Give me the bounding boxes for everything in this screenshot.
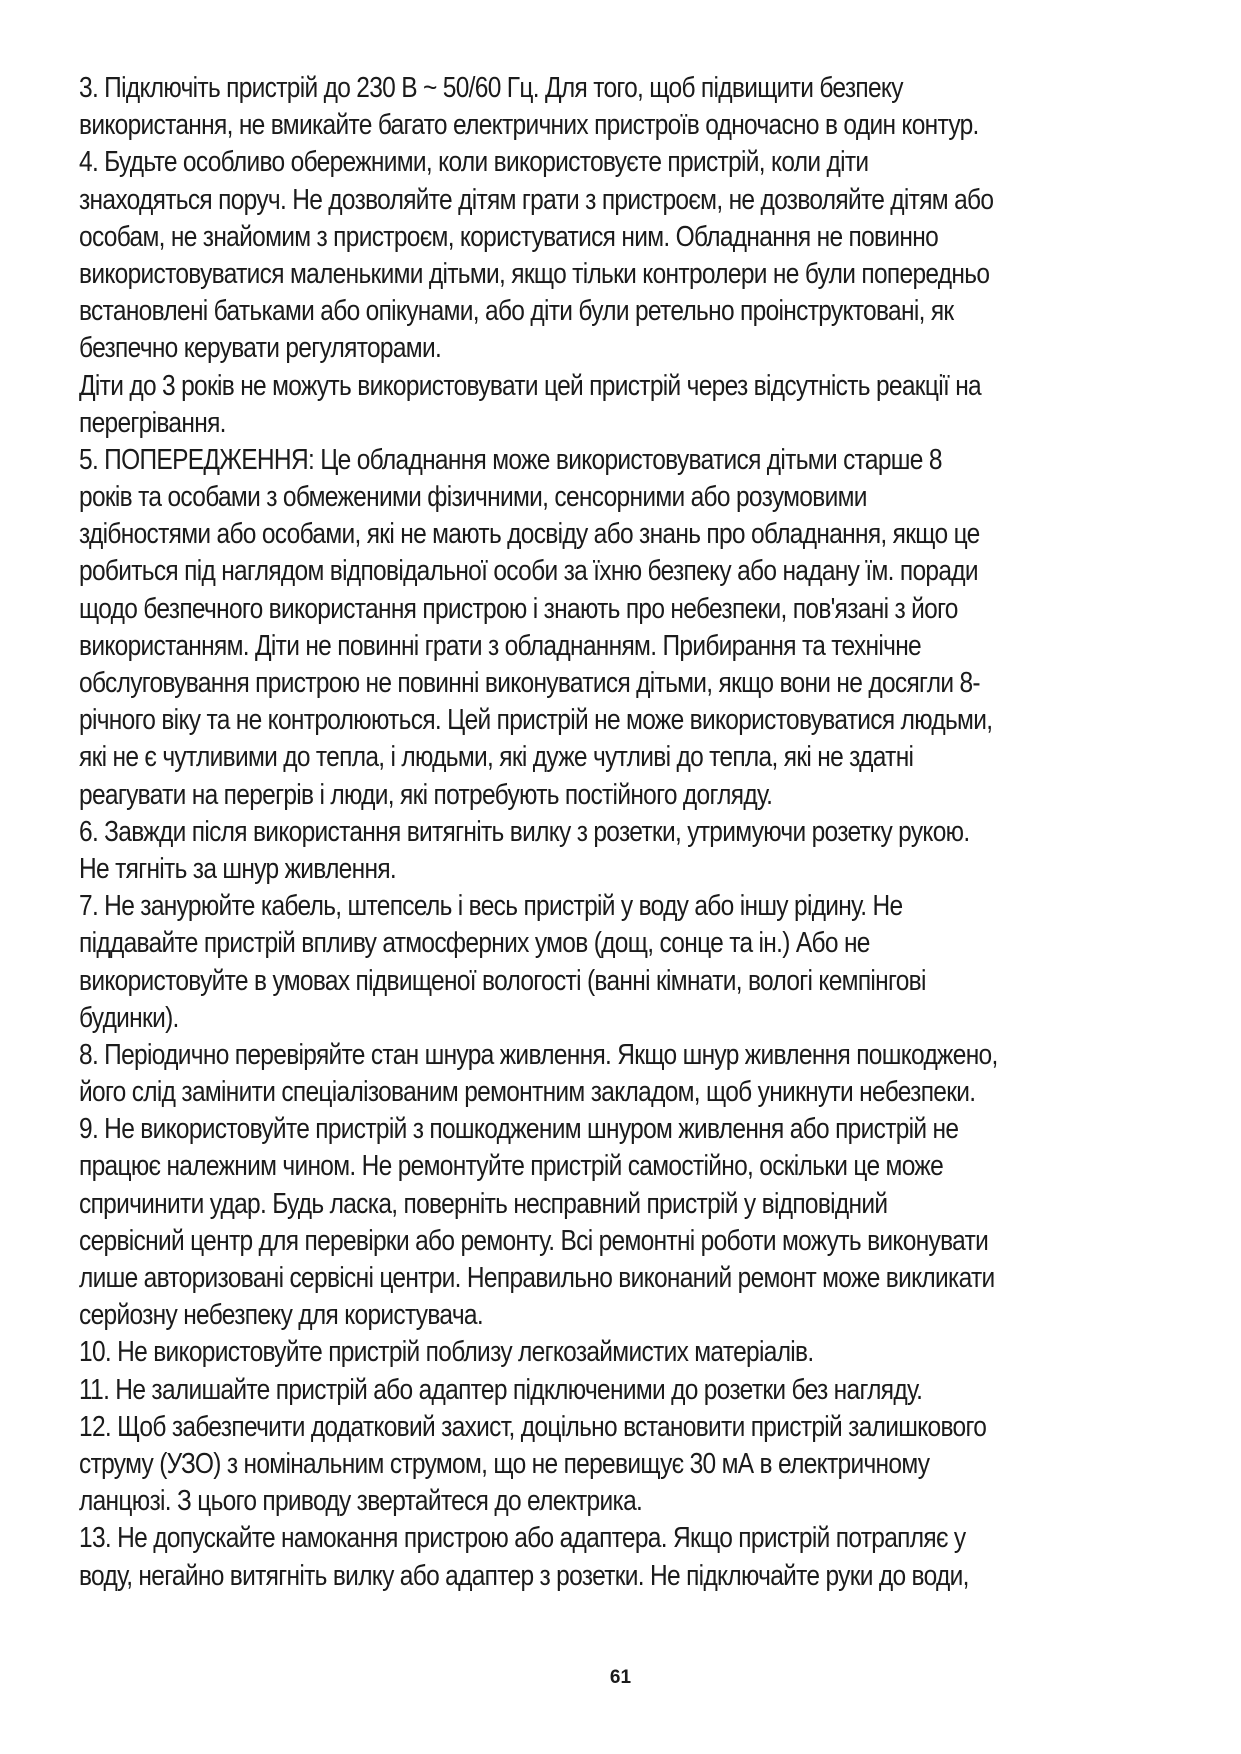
text-line: безпечно керувати регуляторами. [79,332,442,365]
text-line: 5. ПОПЕРЕДЖЕННЯ: Це обладнання може використовуватися дітьми старше 8 [79,443,942,476]
text-line: струму (УЗО) з номінальним струмом, що не перевищує 30 мА в електричному [79,1447,930,1480]
text-line: будинки). [79,1001,179,1034]
text-line: які не є чутливими до тепла, і людьми, які дуже чутливі до тепла, які не здатні [79,741,914,774]
text-line: встановлені батьками або опікунами, або діти були ретельно проінструктовані, як [79,295,954,328]
text-line: спричинити удар. Будь ласка, поверніть несправний пристрій у відповідний [79,1187,888,1220]
text-line: 6. Завжди після використання витягніть вилку з розетки, утримуючи розетку рукою. [79,815,970,848]
text-line: річного віку та не контролюються. Цей пристрій не може використовуватися людьми, [79,704,993,737]
text-line: 8. Періодично перевіряйте стан шнура живлення. Якщо шнур живлення пошкоджено, [79,1038,998,1071]
text-line: серйозну небезпеку для користувача. [79,1299,483,1332]
text-line: Діти до 3 років не можуть використовувати цей пристрій через відсутність реакції на [79,369,981,402]
text-line: 12. Щоб забезпечити додатковий захист, доцільно встановити пристрій залишкового [79,1410,987,1443]
text-line: його слід замінити спеціалізованим ремонтним закладом, щоб уникнути небезпеки. [79,1076,976,1109]
text-line: років та особами з обмеженими фізичними, сенсорними або розумовими [79,481,867,514]
text-line: 11. Не залишайте пристрій або адаптер підключеними до розетки без нагляду. [79,1373,923,1406]
text-line: 3. Підключіть пристрій до 230 В ~ 50/60 Гц. Для того, щоб підвищити безпеку [79,72,903,104]
text-line: піддавайте пристрій впливу атмосферних умов (дощ, сонце та ін.) Або не [79,927,870,960]
text-line: використання, не вмикайте багато електричних пристроїв одночасно в один контур. [79,109,979,142]
text-line: використовуватися маленькими дітьми, якщо тільки контролери не були попередньо [79,257,990,290]
text-line: особам, не знайомим з пристроєм, користуватися ним. Обладнання не повинно [79,220,939,253]
text-line: лише авторизовані сервісні центри. Неправильно виконаний ремонт може викликати [79,1262,995,1294]
page-number: 61 [609,1667,632,1688]
text-line: 7. Не занурюйте кабель, штепсель і весь пристрій у воду або іншу рідину. Не [79,890,903,923]
text-line: робиться під наглядом відповідальної особи за їхню безпеку або надану їм. поради [79,555,978,588]
document-body [79,70,1068,1595]
text-line: реагувати на перегрів і люди, які потребують постійного догляду. [79,778,773,811]
text-line: сервісний центр для перевірки або ремонту. Всі ремонтні роботи можуть виконувати [79,1224,989,1257]
text-line: 4. Будьте особливо обережними, коли використовуєте пристрій, коли діти [79,146,869,179]
text-line: здібностями або особами, які не мають досвіду або знань про обладнання, якщо це [79,518,980,551]
text-line: обслуговування пристрою не повинні виконуватися дітьми, якщо вони не досягли 8- [79,667,980,699]
text-line: 13. Не допускайте намокання пристрою або адаптера. Якщо пристрій потрапляє у [79,1522,966,1555]
text-line: 10. Не використовуйте пристрій поблизу легкозаймистих матеріалів. [79,1336,814,1369]
text-line: 9. Не використовуйте пристрій з пошкодженим шнуром живлення або пристрій не [79,1113,959,1146]
text-line: воду, негайно витягніть вилку або адаптер з розетки. Не підключайте руки до води, [79,1559,969,1592]
text-line: перегрівання. [79,406,226,439]
text-line: працює належним чином. Не ремонтуйте пристрій самостійно, оскільки це може [79,1150,944,1183]
text-line: ланцюзі. З цього приводу звертайтеся до електрика. [79,1485,643,1518]
text-line: знаходяться поруч. Не дозволяйте дітям грати з пристроєм, не дозволяйте дітям або [79,183,994,216]
text-line: щодо безпечного використання пристрою і знають про небезпеки, пов'язані з його [79,592,958,625]
text-line: використовуйте в умовах підвищеної вологості (ванні кімнати, вологі кемпінгові [79,964,926,997]
text-line: Не тягніть за шнур живлення. [79,852,397,885]
text-line: використанням. Діти не повинні грати з обладнанням. Прибирання та технічне [79,629,922,662]
